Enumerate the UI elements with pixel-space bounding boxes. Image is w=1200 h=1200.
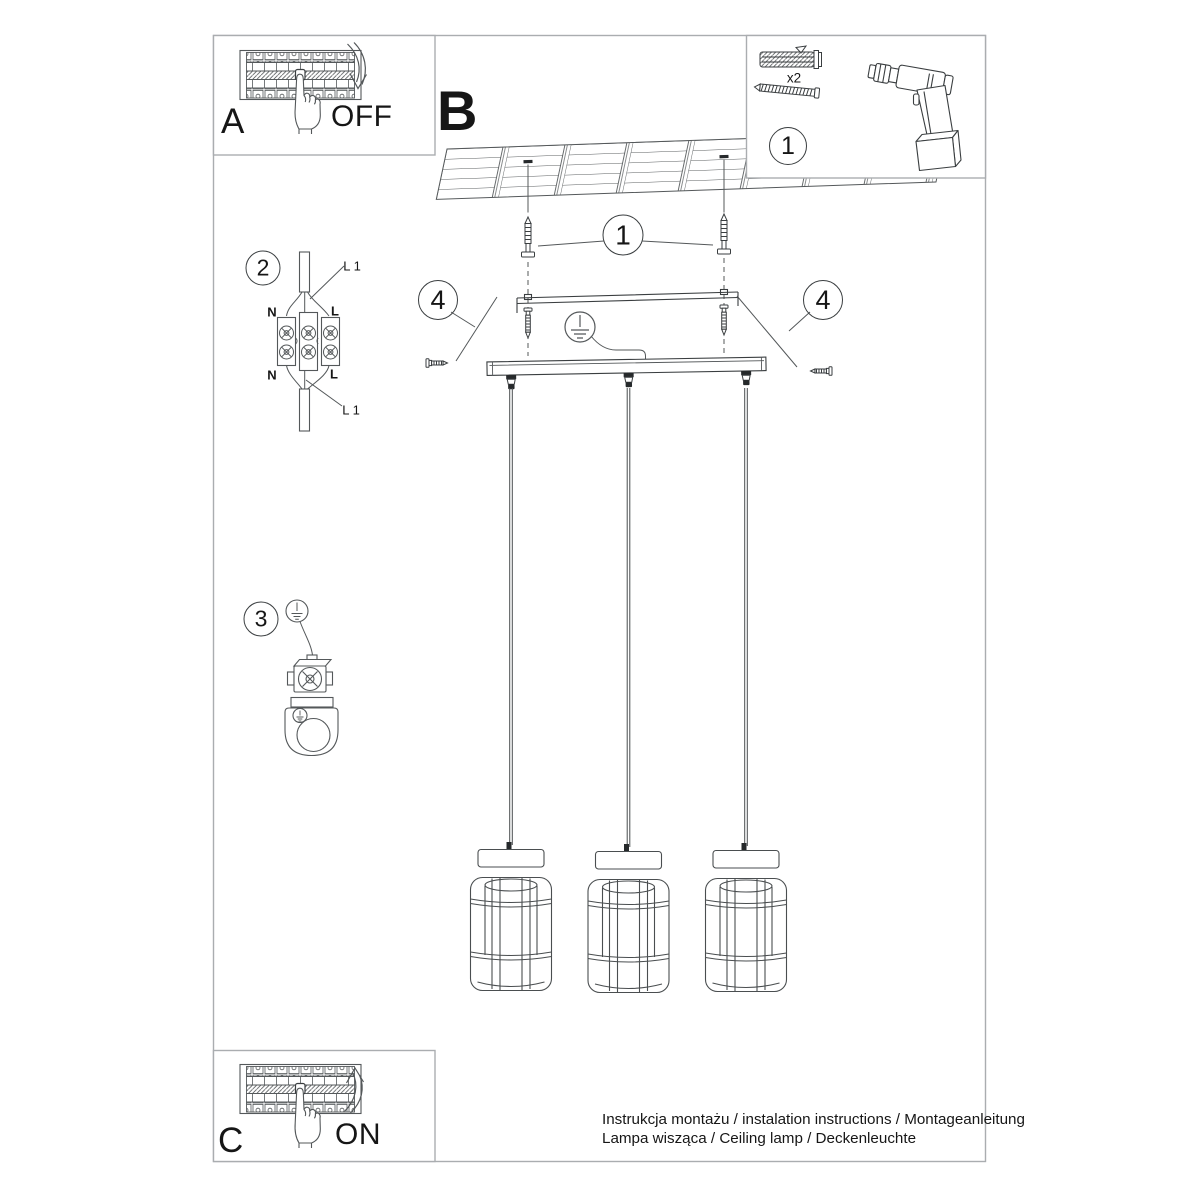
on-label: ON bbox=[335, 1118, 381, 1151]
off-label: OFF bbox=[331, 100, 393, 133]
step-c-label: C bbox=[218, 1121, 244, 1160]
wall-screw-right bbox=[718, 214, 731, 254]
wire-l-top-label: L bbox=[331, 303, 339, 319]
ground-lug-detail bbox=[285, 600, 338, 756]
step-a-label: A bbox=[221, 102, 245, 141]
quantity-label: x2 bbox=[786, 70, 802, 86]
terminal-block-detail bbox=[278, 252, 345, 431]
strap-screw-right bbox=[720, 305, 728, 335]
earth-symbol bbox=[565, 312, 646, 359]
callout-side-right-badge: 4 bbox=[803, 280, 843, 320]
callout-terminal-badge: 2 bbox=[246, 251, 281, 286]
cord-grip bbox=[624, 373, 634, 387]
step-b-label: B bbox=[437, 79, 478, 142]
ceiling-hole-left bbox=[523, 160, 532, 164]
strap-screw-left bbox=[524, 308, 532, 338]
wall-screw-left bbox=[522, 217, 535, 257]
callout-kit-badge: 1 bbox=[769, 127, 807, 165]
wire-l1-bottom-label: L 1 bbox=[342, 402, 360, 418]
cord-grip bbox=[506, 375, 516, 389]
footer-product-line: Lampa wisząca / Ceiling lamp / Deckenleuchte bbox=[602, 1130, 917, 1147]
wire-l-bottom-label: L bbox=[330, 366, 338, 382]
footer-instructions-line: Instrukcja montażu / instalation instructions / Montageanleitung bbox=[602, 1111, 1025, 1128]
cord-grip bbox=[741, 371, 751, 385]
callout-screws-badge: 1 bbox=[603, 215, 644, 256]
ceiling-canopy bbox=[487, 357, 766, 390]
wire-l1-top-label: L 1 bbox=[343, 258, 361, 274]
cage-pendant-right bbox=[706, 843, 787, 992]
wire-n-bottom-label: N bbox=[267, 367, 277, 383]
mounting-strap bbox=[517, 290, 738, 314]
cage-pendant-left bbox=[471, 842, 552, 991]
wire-n-top-label: N bbox=[267, 304, 277, 320]
ceiling-hole-right bbox=[719, 155, 728, 159]
callout-ground-badge: 3 bbox=[244, 602, 279, 637]
pendant-cords bbox=[510, 388, 748, 847]
cage-pendant-middle bbox=[588, 844, 669, 993]
callout-side-left-badge: 4 bbox=[418, 280, 458, 320]
